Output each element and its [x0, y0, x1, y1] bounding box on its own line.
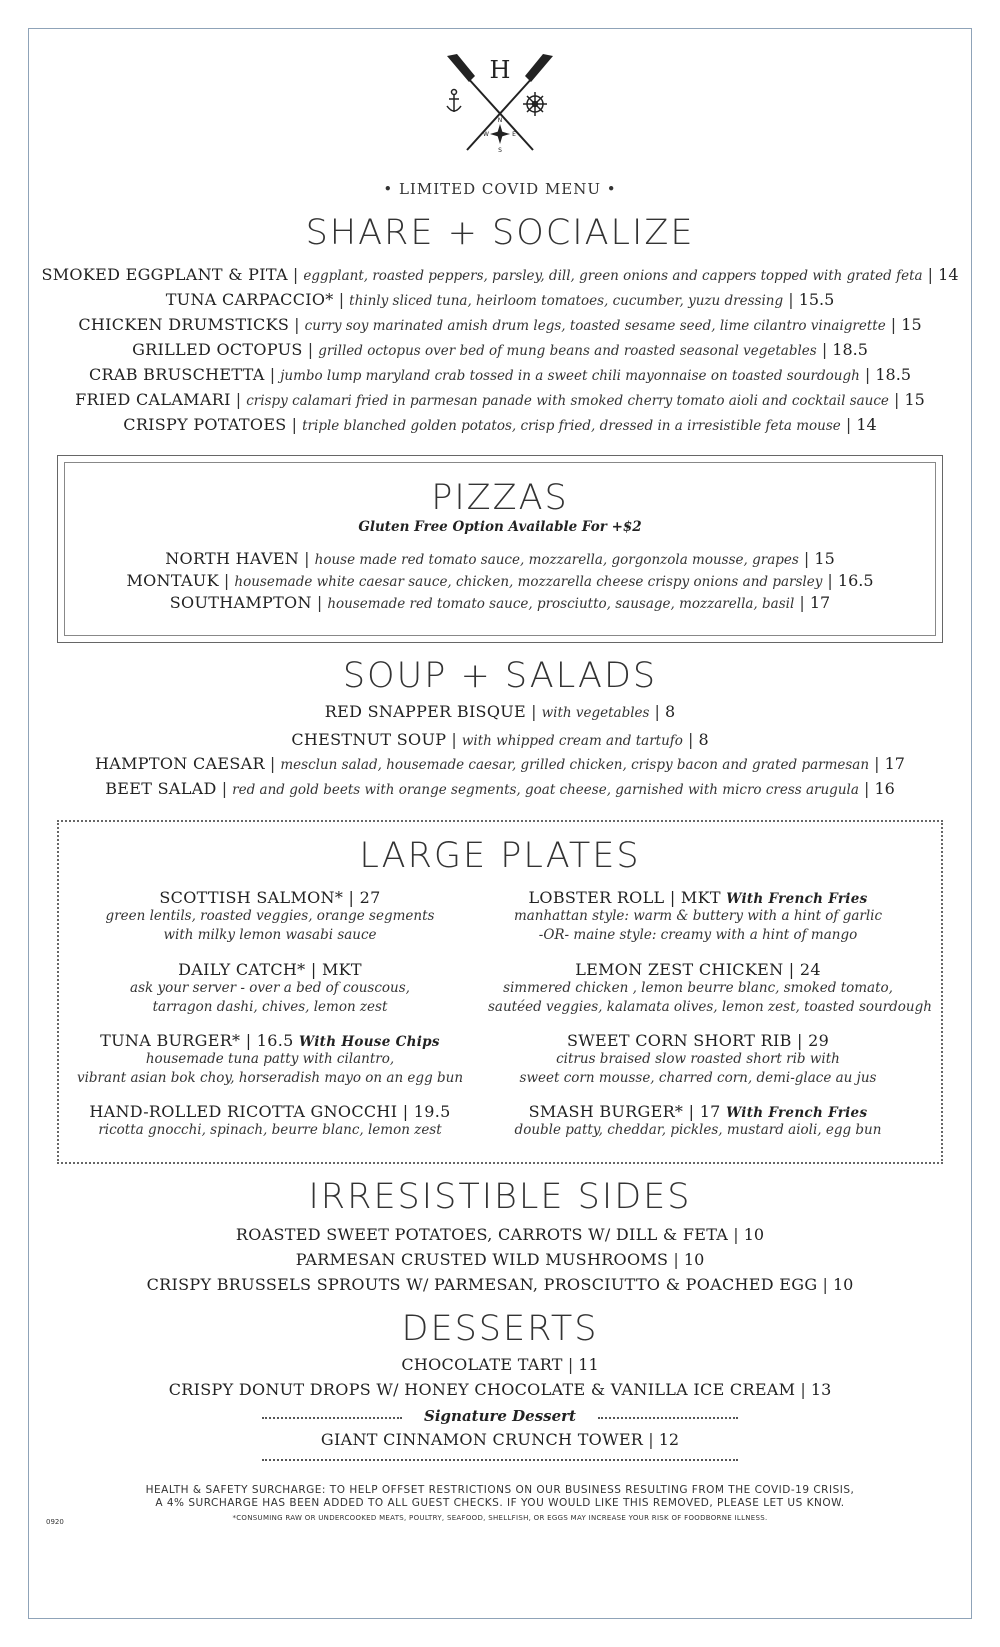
limited-covid-menu-tagline: • LIMITED COVID MENU • [383, 180, 617, 198]
dotted-divider-bottom [262, 1459, 738, 1461]
plate-item: SCOTTISH SALMON* | 27 green lentils, roasted veggies, orange segments with milky lemon wasabi sauce [105, 888, 435, 943]
svg-text:S: S [498, 147, 502, 154]
svg-text:E: E [512, 131, 516, 138]
menu-item: ROASTED SWEET POTATOES, CARROTS W/ DILL & FETA | 10 [235, 1225, 765, 1244]
menu-item: SOUTHAMPTON | housemade red tomato sauce, prosciutto, sausage, mozzarella, basil | 17 [169, 593, 831, 612]
gluten-free-note: Gluten Free Option Available For +$2 [358, 519, 642, 535]
soup-salads-heading: SOUP + SALADS [342, 656, 658, 696]
menu-item: GIANT CINNAMON CRUNCH TOWER | 12 [320, 1430, 680, 1449]
desserts-heading: DESSERTS [401, 1309, 599, 1349]
plate-item: HAND-ROLLED RICOTTA GNOCCHI | 19.5 ricotta gnocchi, spinach, beurre blanc, lemon zest [89, 1102, 451, 1138]
compass-rose-icon [483, 117, 516, 154]
menu-item: FRIED CALAMARI | crispy calamari fried in parmesan panade with smoked cherry tomato aioli and cocktail sauce | 15 [75, 390, 925, 409]
anchor-icon [447, 90, 461, 113]
pizzas-heading: PIZZAS [431, 478, 569, 518]
menu-item: GRILLED OCTOPUS | grilled octopus over bed of mung beans and roasted seasonal vegetables | 18.5 [132, 340, 868, 359]
menu-item: CRAB BRUSCHETTA | jumbo lump maryland crab tossed in a sweet chili mayonnaise on toasted sourdough | 18.5 [88, 365, 911, 384]
menu-item: CHICKEN DRUMSTICKS | curry soy marinated amish drum legs, toasted sesame seed, lime cilantro vinaigrette | 15 [78, 315, 922, 334]
svg-text:W: W [483, 131, 489, 138]
plate-item: LEMON ZEST CHICKEN | 24 simmered chicken , lemon beurre blanc, smoked tomato, sautéed veggies, kalamata olives, lemon zest, toasted sourdough [488, 960, 932, 1015]
menu-item: MONTAUK | housemade white caesar sauce, chicken, mozzarella cheese crispy onions and parsley | 16.5 [126, 571, 874, 590]
surcharge-notice-line2: A 4% SURCHARGE HAS BEEN ADDED TO ALL GUEST CHECKS. IF YOU WOULD LIKE THIS REMOVED, PLEASE LET US KNOW. [155, 1497, 845, 1509]
signature-dessert-label: Signature Dessert [424, 1407, 576, 1425]
plate-item: DAILY CATCH* | MKT ask your server - over a bed of couscous, tarragon dashi, chives, lemon zest [130, 960, 410, 1015]
irresistible-sides-heading: IRRESISTIBLE SIDES [308, 1177, 692, 1217]
surcharge-notice-line1: HEALTH & SAFETY SURCHARGE: TO HELP OFFSET RESTRICTIONS ON OUR BUSINESS RESULTING FROM THE COVID-19 CRISIS, [145, 1484, 855, 1496]
foodborne-illness-warning: *CONSUMING RAW OR UNDERCOOKED MEATS, POULTRY, SEAFOOD, SHELLFISH, OR EGGS MAY INCREASE YOUR RISK OF FOODBORNE ILLNESS. [232, 1514, 768, 1522]
logo-letter: H [489, 56, 511, 84]
menu-code: 0920 [46, 1518, 64, 1526]
plate-item: TUNA BURGER* | 16.5 With House Chips housemade tuna patty with cilantro, vibrant asian bok choy, horseradish mayo on an egg bun [76, 1031, 464, 1086]
menu-item: BEET SALAD | red and gold beets with orange segments, goat cheese, garnished with micro cress arugula | 16 [105, 779, 895, 798]
menu-item: HAMPTON CAESAR | mesclun salad, housemade caesar, grilled chicken, crispy bacon and grated parmesan | 17 [95, 754, 905, 773]
share-socialize-heading: SHARE + SOCIALIZE [305, 213, 695, 253]
plate-item: LOBSTER ROLL | MKT With French Fries manhattan style: warm & buttery with a hint of garlic -OR- maine style: creamy with a hint of mango [513, 888, 883, 943]
menu-item: NORTH HAVEN | house made red tomato sauce, mozzarella, gorgonzola mousse, grapes | 15 [165, 549, 835, 568]
menu-item: CRISPY POTATOES | triple blanched golden potatos, crisp fried, dressed in a irresistible feta mouse | 14 [123, 415, 877, 434]
large-plates-heading: LARGE PLATES [359, 836, 641, 876]
menu-item: SMOKED EGGPLANT & PITA | eggplant, roasted peppers, parsley, dill, green onions and cappers topped with grated feta | 14 [41, 265, 959, 284]
menu-item: CHOCOLATE TART | 11 [401, 1355, 599, 1374]
menu-item: RED SNAPPER BISQUE | with vegetables | 8 [324, 702, 676, 721]
menu-item: PARMESAN CRUSTED WILD MUSHROOMS | 10 [295, 1250, 705, 1269]
menu-item: CHESTNUT SOUP | with whipped cream and tartufo | 8 [291, 730, 709, 749]
oars-anchor-compass-logo [445, 52, 555, 164]
plate-item: SWEET CORN SHORT RIB | 29 citrus braised slow roasted short rib with sweet corn mousse, charred corn, demi-glace au jus [519, 1031, 877, 1086]
menu-item: TUNA CARPACCIO* | thinly sliced tuna, heirloom tomatoes, cucumber, yuzu dressing | 15.5 [165, 290, 835, 309]
svg-text:N: N [497, 117, 503, 124]
plate-item: SMASH BURGER* | 17 With French Fries double patty, cheddar, pickles, mustard aioli, egg bun [514, 1102, 882, 1138]
menu-item: CRISPY DONUT DROPS W/ HONEY CHOCOLATE & VANILLA ICE CREAM | 13 [168, 1380, 832, 1399]
ship-wheel-icon [523, 92, 547, 116]
menu-item: CRISPY BRUSSELS SPROUTS W/ PARMESAN, PROSCIUTTO & POACHED EGG | 10 [146, 1275, 854, 1294]
